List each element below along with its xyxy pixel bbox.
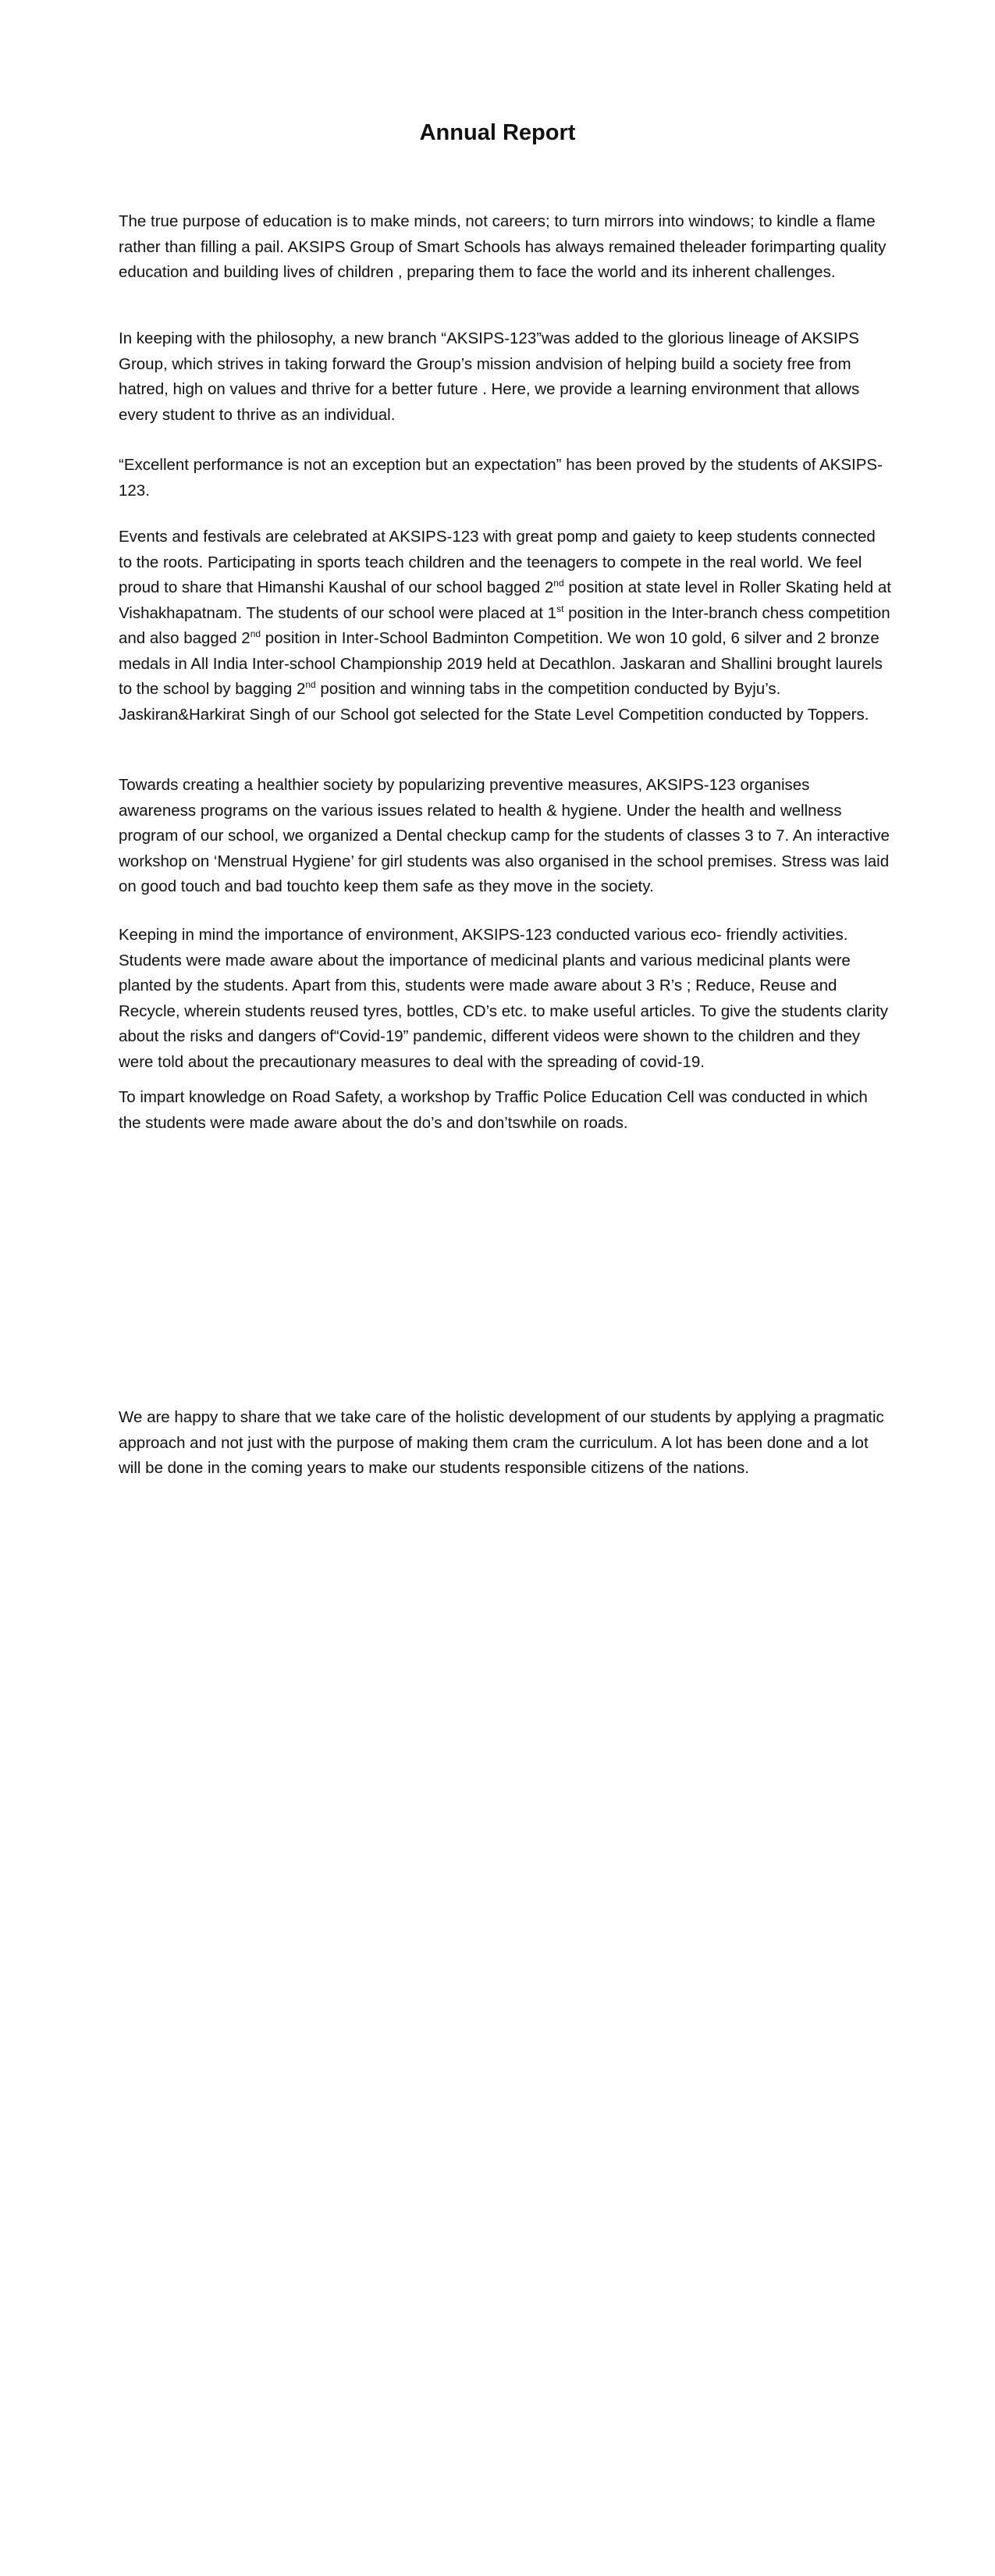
paragraph-text: Events and festivals are celebrated at AKSIPS-123 with great pomp and gaiety to keep students connected to the roots. Participating in sports teach children and the teenagers to compete in the real world. We feel proud to share that Himanshi Kaushal of our school bagged 2	[119, 528, 876, 596]
paragraph-text: position in the Inter-branch chess competition and also bagged 2	[119, 603, 890, 647]
paragraph-text: We are happy to share that we take care of the holistic development of our students by applying a pragmatic approach and not just with the purpose of making them cram the curriculum. A lot has been done and a lot will be done in the coming years to make our students responsible citizens of the nations.	[119, 1408, 884, 1477]
paragraph-text: The true purpose of education is to make minds, not careers; to turn mirrors into windows; to kindle a flame rather than filling a pail. AKSIPS Group of Smart Schools has always remained theleader forimparting quality education and building lives of children , preparing them to face the world and its inherent challenges.	[119, 212, 887, 281]
paragraph-holistic-development	[119, 1405, 891, 1482]
ordinal-suffix: nd	[305, 679, 316, 691]
paragraph-text: position in Inter-School Badminton Competition. We won 10 gold, 6 silver and 2 bronze medals in All India Inter-school Championship 2019 held at Decathlon. Jaskaran and Shallini brought laurels to the school by bagging 2	[119, 629, 883, 698]
ordinal-suffix: st	[556, 603, 564, 614]
paragraph-text: position at state level in Roller Skating held at Vishakhapatnam. The students of our school were placed at 1	[119, 578, 891, 622]
paragraph-events-sports	[119, 525, 891, 728]
paragraph-text: Keeping in mind the importance of environment, AKSIPS-123 conducted various eco- friendly activities. Students were made aware about the importance of medicinal plants and various medicinal plants were planted by the students. Apart from this, students were made aware about 3 R’s ; Reduce, Reuse and Recycle, wherein students reused tyres, bottles, CD’s etc. to make useful articles. To give the students clarity about the risks and dangers of“Covid-19” pandemic, different videos were shown to the children and they were told about the precautionary measures to deal with the spreading of covid-19.	[119, 926, 888, 1071]
paragraph-road-safety	[119, 1085, 891, 1136]
paragraph-new-branch	[119, 326, 891, 428]
paragraph-text: Towards creating a healthier society by popularizing preventive measures, AKSIPS-123 organises awareness programs on the various issues related to health & hygiene. Under the health and wellness program of our school, we organized a Dental checkup camp for the students of classes 3 to 7. An interactive workshop on ‘Menstrual Hygiene’ for girl students was also organised in the school premises. Stress was laid on good touch and bad touchto keep them safe as they move in the society.	[119, 776, 890, 895]
paragraph-education-purpose	[119, 209, 891, 286]
paragraph-text: “Excellent performance is not an exception but an expectation” has been proved by the students of AKSIPS-123.	[119, 456, 883, 500]
ordinal-suffix: nd	[250, 628, 261, 640]
paragraph-text: In keeping with the philosophy, a new branch “AKSIPS-123”was added to the glorious lineage of AKSIPS Group, which strives in taking forward the Group’s mission andvision of helping build a society free from hatred, high on values and thrive for a better future . Here, we provide a learning environment that allows every student to thrive as an individual.	[119, 329, 860, 424]
paragraph-text: position and winning tabs in the competition conducted by Byju’s. Jaskiran&Harkirat Singh of our School got selected for the State Level Competition conducted by Toppers.	[119, 680, 869, 724]
paragraph-environment	[119, 923, 891, 1075]
ordinal-suffix: nd	[553, 578, 564, 589]
paragraph-health-hygiene	[119, 773, 891, 900]
paragraph-performance-quote	[119, 453, 891, 503]
document-title: Annual Report	[419, 120, 576, 145]
paragraph-text: To impart knowledge on Road Safety, a workshop by Traffic Police Education Cell was conducted in which the students were made aware about the do’s and don’tswhile on roads.	[119, 1088, 868, 1132]
